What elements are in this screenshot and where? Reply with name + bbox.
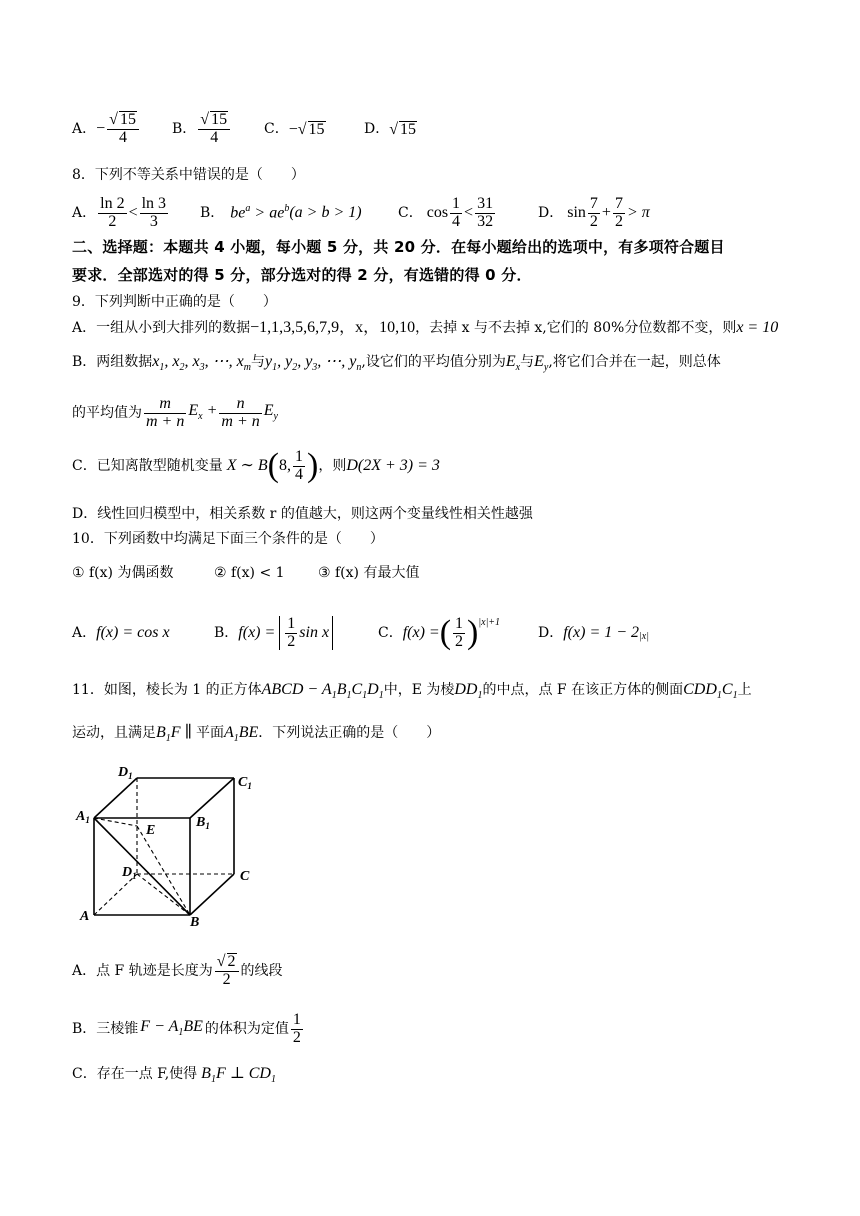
q10-condition-1: ① f(x) 为偶函数 xyxy=(72,565,174,581)
cube-figure xyxy=(72,758,272,928)
q7-option-a: A． − $\frac{√ 15}{4}$ xyxy=(72,111,172,147)
q10-option-b: B． f(x) = $\frac{1}{2}$ sin x xyxy=(214,616,378,651)
q8-options xyxy=(72,192,650,234)
q10-condition-2: ② f(x) < 1 xyxy=(214,565,285,581)
q7-a-fraction: $\frac{√ 15}{4}$ xyxy=(107,111,139,147)
q8-option-d: D． sin $\frac{7}{2}$ + $\frac{7}{2}$ > π xyxy=(538,194,650,230)
label-B: B xyxy=(190,915,200,928)
label-A: A xyxy=(80,909,90,924)
q10-option-c: C． f(x) = ( $\frac{1}{2}$ ) $^{|x|+1}$ xyxy=(378,613,501,651)
q7-option-c: C． −√ 15 xyxy=(264,120,325,138)
q10-condition-3: ③ f(x) 有最大值 xyxy=(318,565,420,581)
q10-option-a: A． f(x) = cos x xyxy=(72,624,170,641)
q11-line2: 运动，且满足 $B_1F$ ∥ 平面 $A_1BE$ ．下列说法正确的是（ ） xyxy=(72,724,441,745)
q7-options xyxy=(72,106,417,152)
q8-option-a: A． $\frac{\ln 2}{2}$ < $\frac{\ln 3}{3}$ xyxy=(72,194,167,230)
q11-option-b: B．三棱锥 $F - A_1BE$ 的体积为定值 $\frac{1}{2}$ xyxy=(72,1010,301,1046)
q9-stem: 9．下列判断中正确的是（ ） xyxy=(72,294,277,310)
q10-options xyxy=(72,610,649,656)
q7-option-b: B． $\frac{√ 15}{4}$ xyxy=(172,111,264,147)
label-D: $D_1$ xyxy=(122,865,137,881)
q9-option-a: A．一组从小到大排列的数据 −1,1,3,5,6,7,9，x，10,10 ，去掉 x 与不去掉 x,它们的 80%分位数都不变，则 x = 10 xyxy=(72,319,779,336)
q10-stem: 10．下列函数中均满足下面三个条件的是（ ） xyxy=(72,531,384,547)
label-C: C xyxy=(240,869,250,884)
q9-option-b: B．两组数据 $x_1$, $x_2$, $x_3$, ⋯, $x_m$ 与 $y_1$, $y_2$, $y_3$, ⋯, $y_n$ ,设它们的平均值分别为 $E_x$ 与 $E_y$ ,将它们合并在一起，则总体 xyxy=(72,353,721,374)
section2-line2: 要求．全部选对的得 5 分，部分选对的得 2 分，有选错的得 0 分． xyxy=(72,266,532,284)
q8-stem: 8．下列不等关系中错误的是（ ） xyxy=(72,167,305,183)
q10-conditions xyxy=(72,566,419,580)
q11-option-c: C．存在一点 F,使得 $B_1F$ ⊥ $CD_1$ xyxy=(72,1065,276,1086)
label-A1: $A_1$ xyxy=(76,809,90,825)
q10-option-d: D． f(x) = 1 − 2 $_{|x|}$ xyxy=(538,624,649,642)
label-E: E xyxy=(146,823,156,838)
q7-option-d: D． √ 15 xyxy=(364,120,417,138)
label-C1: $C_1$ xyxy=(238,775,252,791)
q7-b-fraction: $\frac{√ 15}{4}$ xyxy=(198,111,230,147)
q9-option-d: D．线性回归模型中，相关系数 r 的值越大，则这两个变量线性相关性越强 xyxy=(72,506,533,522)
q9-option-c: C．已知离散型随机变量 X ∼ B ( 8, $\frac{1}{4}$ ) ，则 D(2X + 3) = 3 xyxy=(72,446,440,484)
q11-option-a: A．点 F 轨迹是长度为 $\frac{√ 2}{2}$ 的线段 xyxy=(72,953,283,988)
q8-option-c: C． cos $\frac{1}{4}$ < $\frac{31}{32}$ xyxy=(398,194,494,230)
label-D1: $D_1$ xyxy=(118,765,133,781)
q11-line1: 11．如图，棱长为 1 的正方体 ABCD − $A_1B_1C_1D_1$ 中，E 为棱 $DD_1$ 的中点，点 F 在该正方体的侧面 $CDD_1C_1$ 上 xyxy=(72,681,752,702)
q9-option-b-line2: 的平均值为 $\frac{m}{m + n}$ $E_x$ + $\frac{n}{m + n}$ $E_y$ xyxy=(72,394,278,430)
section2-line1: 二、选择题：本题共 4 小题，每小题 5 分，共 20 分．在每小题给出的选项中，有多项符合题目 xyxy=(72,238,725,256)
label-B1: $B_1$ xyxy=(196,815,210,831)
q8-option-b: B． $be^a > ae^b$ (a > b > 1) xyxy=(200,203,362,222)
